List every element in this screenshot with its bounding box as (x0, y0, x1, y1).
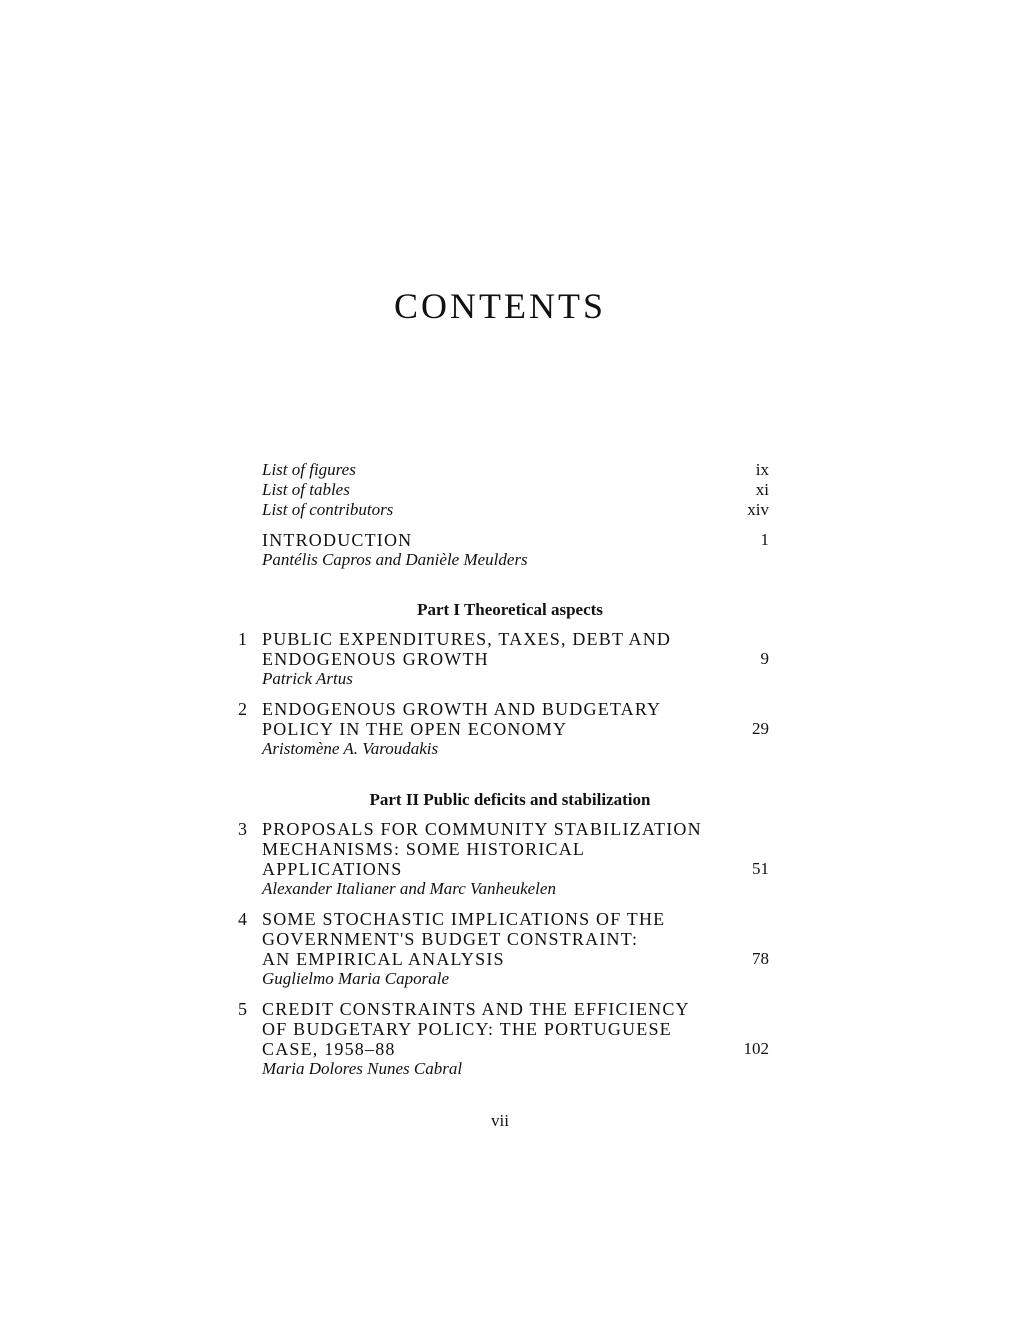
toc-entry-page: xiv (747, 500, 769, 519)
toc-entry-label: List of tables (262, 480, 350, 499)
chapter-title-line: PROPOSALS FOR COMMUNITY STABILIZATION (262, 819, 702, 839)
chapter-title-line: GOVERNMENT'S BUDGET CONSTRAINT: (262, 929, 639, 949)
chapter-title-line: AN EMPIRICAL ANALYSIS (262, 949, 505, 969)
chapter-author: Alexander Italianer and Marc Vanheukelen (262, 879, 556, 898)
chapter-title-line: POLICY IN THE OPEN ECONOMY (262, 719, 568, 739)
toc-entry-list-of-figures[interactable] (262, 460, 769, 480)
chapter-page: 51 (752, 859, 769, 878)
toc-entry-list-of-tables[interactable] (262, 480, 769, 500)
chapter-title-line: OF BUDGETARY POLICY: THE PORTUGUESE (262, 1019, 672, 1039)
page-folio: vii (491, 1111, 509, 1130)
chapter-author: Pantélis Capros and Danièle Meulders (262, 550, 528, 569)
chapter-page: 78 (752, 949, 769, 968)
chapter-author: Maria Dolores Nunes Cabral (262, 1059, 463, 1078)
chapter-author: Patrick Artus (262, 669, 353, 688)
chapter-title-line: INTRODUCTION (262, 530, 413, 550)
part-heading: Part II Public deficits and stabilization (369, 790, 651, 809)
chapter-number: 5 (238, 999, 247, 1019)
chapter-page: 29 (752, 719, 769, 738)
chapter-author: Aristomène A. Varoudakis (262, 739, 439, 758)
chapter-title-line: SOME STOCHASTIC IMPLICATIONS OF THE (262, 909, 666, 929)
chapter-number: 4 (238, 909, 247, 929)
toc-entry-label: List of figures (262, 460, 356, 479)
chapter-page: 9 (760, 649, 769, 668)
chapter-number: 1 (238, 629, 247, 649)
chapter-title-line: ENDOGENOUS GROWTH AND BUDGETARY (262, 699, 662, 719)
toc-entry-page: xi (755, 480, 769, 499)
chapter-title-line: MECHANISMS: SOME HISTORICAL (262, 839, 586, 859)
chapter-title-line: ENDOGENOUS GROWTH (262, 649, 489, 669)
toc-entry-label: List of contributors (262, 500, 394, 519)
chapter-title-line: APPLICATIONS (262, 859, 403, 879)
chapter-number: 2 (238, 699, 247, 719)
chapter-number: 3 (238, 819, 247, 839)
chapter-title-line: PUBLIC EXPENDITURES, TAXES, DEBT AND (262, 629, 672, 649)
toc-entry-page: ix (755, 460, 769, 479)
toc-entry-list-of-contributors[interactable] (262, 500, 769, 520)
chapter-page: 102 (743, 1039, 769, 1058)
chapter-author: Guglielmo Maria Caporale (262, 969, 449, 988)
part-heading: Part I Theoretical aspects (417, 600, 603, 619)
chapter-title-line: CASE, 1958–88 (262, 1039, 396, 1059)
chapter-page: 1 (760, 530, 769, 549)
page-title: CONTENTS (394, 286, 606, 326)
chapter-title-line: CREDIT CONSTRAINTS AND THE EFFICIENCY (262, 999, 690, 1019)
